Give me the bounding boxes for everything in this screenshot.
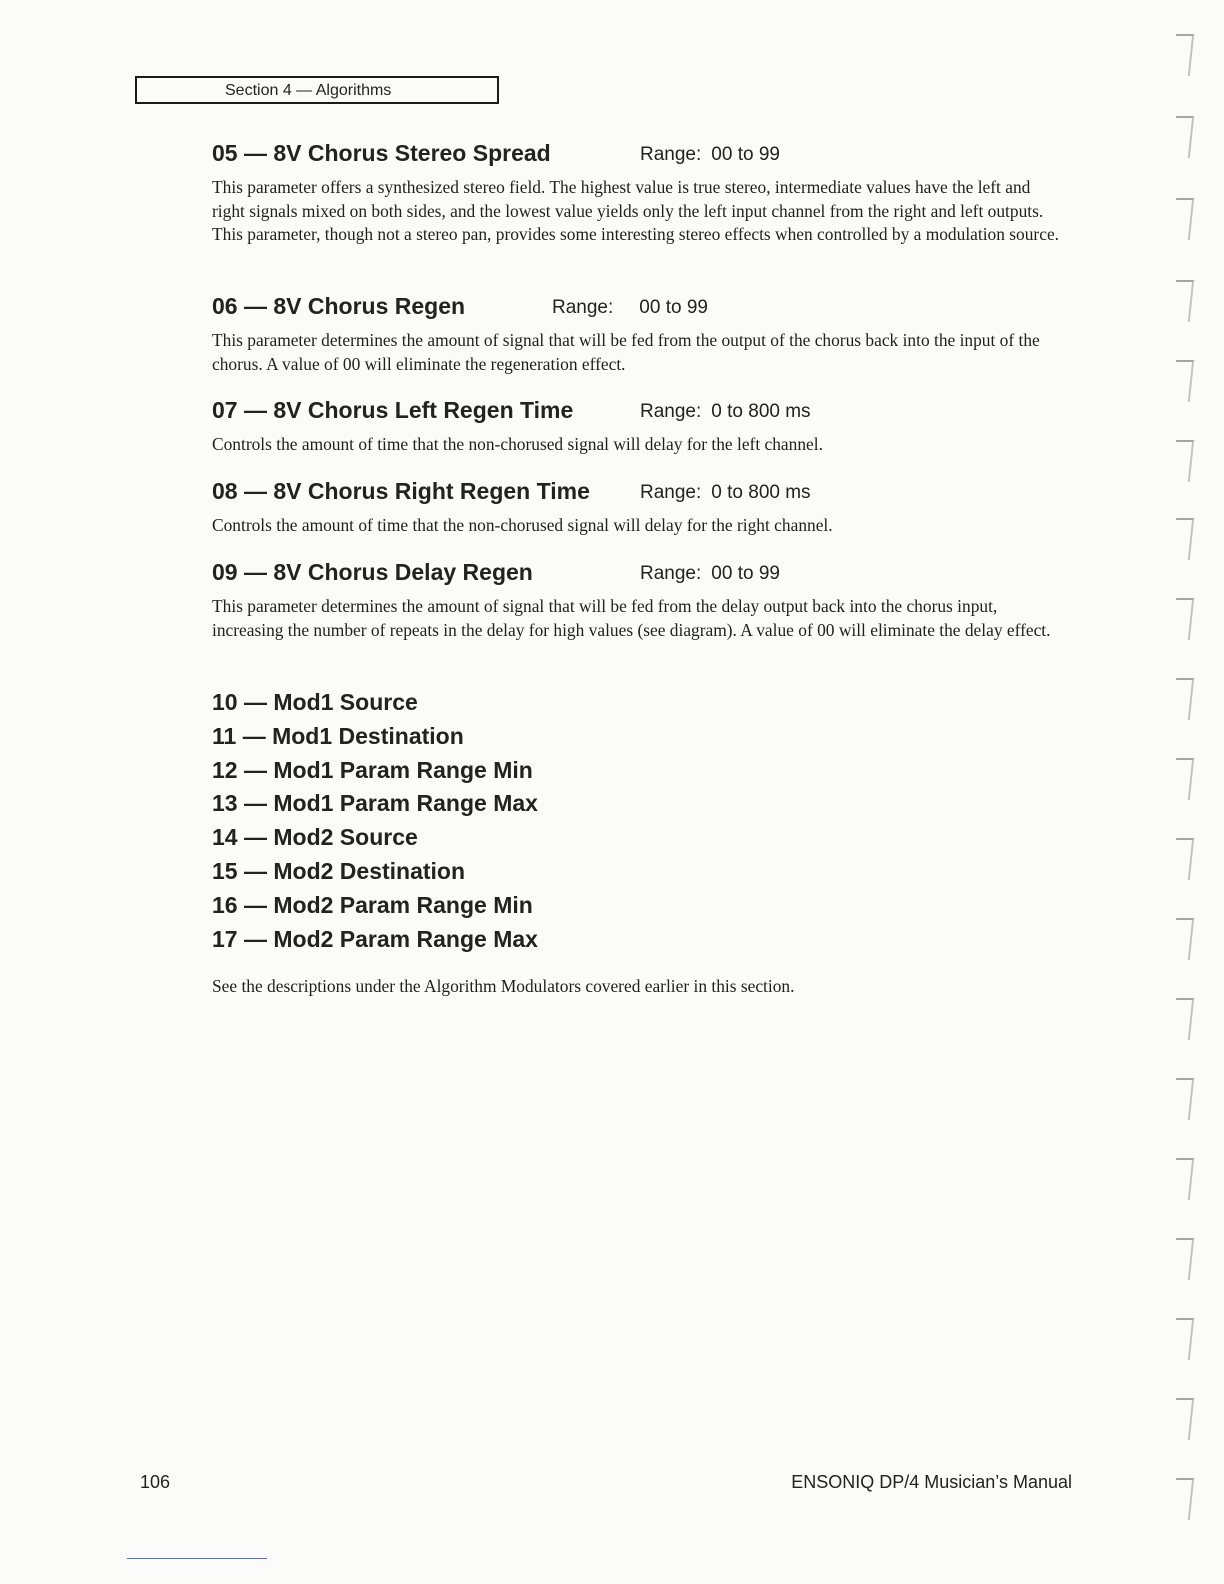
binding-hole-mark [1172, 1398, 1194, 1440]
binding-hole-mark [1172, 116, 1194, 158]
binding-hole-mark [1172, 518, 1194, 560]
binding-hole-mark [1172, 198, 1194, 240]
mod-param-15: 15 — Mod2 Destination [212, 857, 466, 884]
mod-param-14: 14 — Mod2 Source [212, 824, 418, 851]
param-title: 09 — 8V Chorus Delay Regen [212, 559, 533, 585]
param-range [640, 482, 811, 504]
binding-hole-mark [1172, 758, 1194, 800]
param-09 [212, 559, 1062, 642]
param-title: 08 — 8V Chorus Right Regen Time [212, 478, 590, 504]
range-value: 00 to 99 [711, 144, 780, 165]
binding-hole-mark [1172, 440, 1194, 482]
manual-title: ENSONIQ DP/4 Musician’s Manual [791, 1472, 1072, 1492]
range-value: 0 to 800 ms [711, 401, 811, 422]
range-label: Range: [640, 563, 702, 584]
param-range [640, 401, 811, 423]
mod-param-12: 12 — Mod1 Param Range Min [212, 756, 533, 783]
binding-hole-mark [1172, 678, 1194, 720]
page-number: 106 [140, 1472, 171, 1492]
mod-param-11: 11 — Mod1 Destination [212, 722, 464, 749]
range-label: Range: [640, 482, 702, 503]
param-05 [212, 140, 1062, 247]
binding-hole-mark [1172, 598, 1194, 640]
binding-hole-mark [1172, 1238, 1194, 1280]
binding-hole-mark [1172, 998, 1194, 1040]
mod-param-17: 17 — Mod2 Param Range Max [212, 925, 538, 952]
param-title: 07 — 8V Chorus Left Regen Time [212, 397, 574, 423]
modulator-param-list [212, 687, 538, 957]
binding-hole-mark [1172, 1478, 1194, 1520]
binding-hole-mark [1172, 838, 1194, 880]
param-08 [212, 478, 1062, 538]
range-label: Range: [552, 297, 614, 318]
range-label: Range: [640, 401, 702, 422]
mod-param-16: 16 — Mod2 Param Range Min [212, 891, 533, 918]
modulators-description: See the descriptions under the Algorithm Modulators covered earlier in this section. [212, 976, 795, 997]
range-value: 00 to 99 [711, 563, 780, 584]
mod-param-10: 10 — Mod1 Source [212, 689, 418, 715]
param-07 [212, 397, 1062, 457]
section-header-label: Section 4 — Algorithms [225, 82, 392, 99]
param-06 [212, 293, 1062, 376]
param-description: Controls the amount of time that the non-chorused signal will delay for the left channel. [212, 434, 823, 454]
range-value: 00 to 99 [639, 297, 708, 318]
param-description: This parameter determines the amount of signal that will be fed from the delay output back into the chorus input, increasing the number of repeats in the delay for high values (see diagram). A value of 00 will eliminate the delay effect. [212, 596, 1051, 640]
param-range [552, 297, 708, 319]
param-description: Controls the amount of time that the non-chorused signal will delay for the right channel. [212, 515, 833, 535]
binding-hole-mark [1172, 280, 1194, 322]
binding-hole-mark [1172, 34, 1194, 76]
param-title: 05 — 8V Chorus Stereo Spread [212, 140, 551, 166]
range-value: 0 to 800 ms [711, 482, 811, 503]
param-range [640, 144, 780, 166]
param-range [640, 563, 780, 585]
range-label: Range: [640, 144, 702, 165]
bottom-rule [127, 1558, 267, 1559]
binding-hole-mark [1172, 1318, 1194, 1360]
mod-param-13: 13 — Mod1 Param Range Max [212, 790, 538, 817]
param-title: 06 — 8V Chorus Regen [212, 293, 466, 319]
param-description: This parameter determines the amount of signal that will be fed from the output of the chorus back into the input of the chorus. A value of 00 will eliminate the regeneration effect. [212, 330, 1040, 374]
binding-hole-mark [1172, 1078, 1194, 1120]
param-description: This parameter offers a synthesized stereo field. The highest value is true stereo, intermediate values have the left and right signals mixed on both sides, and the lowest value yields only the left input channel from the right and left outputs. This parameter, though not a stereo pan, provides some interesting stereo effects when controlled by a modulation source. [212, 177, 1060, 245]
binding-hole-mark [1172, 1158, 1194, 1200]
binding-hole-mark [1172, 360, 1194, 402]
binding-hole-mark [1172, 918, 1194, 960]
section-header-box [135, 76, 499, 104]
